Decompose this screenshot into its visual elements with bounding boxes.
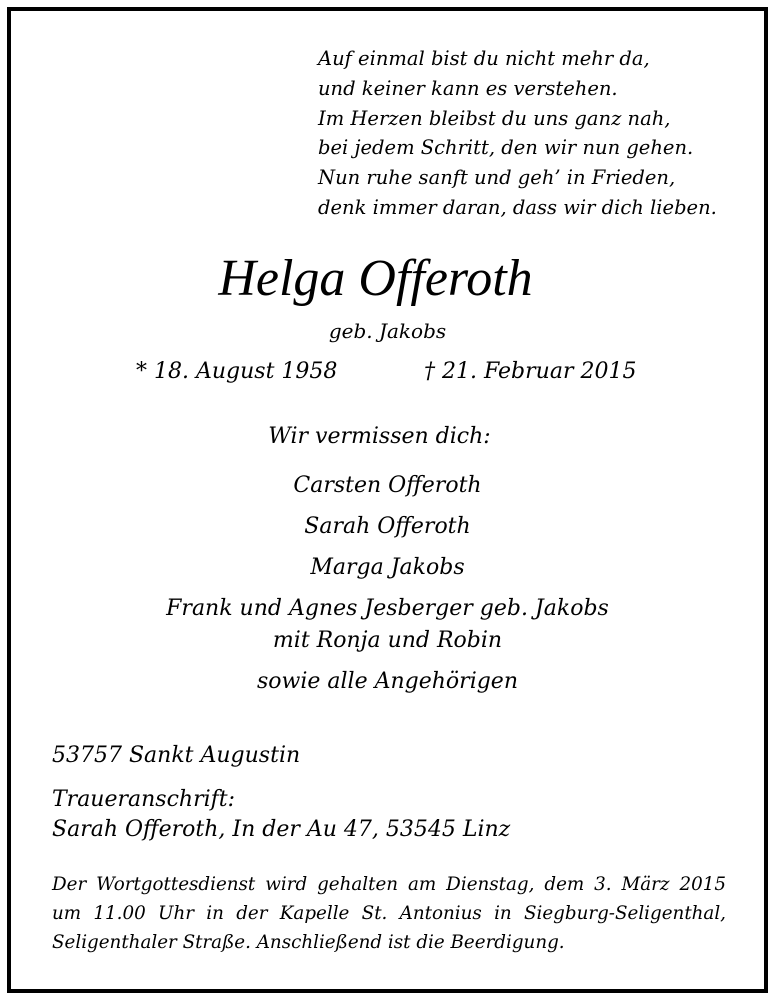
mourning-heading: Wir vermissen dich: — [268, 424, 491, 449]
poem-line: denk immer daran, dass wir dich lieben. — [318, 195, 717, 219]
birth-date: * 18. August 1958 — [136, 359, 338, 384]
poem-line: und keiner kann es verstehen. — [318, 76, 618, 100]
poem-line: Nun ruhe sanft und geh’ in Frieden, — [318, 166, 676, 190]
poem-line: bei jedem Schritt, den wir nun gehen. — [318, 136, 694, 160]
mourner-name: Frank und Agnes Jesberger geb. Jakobs — [166, 596, 609, 621]
city: 53757 Sankt Augustin — [52, 743, 301, 768]
service-line: Der Wortgottesdienst wird gehalten am Dienstag, dem 3. März 2015 — [52, 874, 726, 895]
poem — [318, 44, 717, 223]
mourning-address: Sarah Offeroth, In der Au 47, 53545 Linz — [52, 817, 511, 842]
mourner-name: Carsten Offeroth — [293, 473, 482, 498]
poem-line: Auf einmal bist du nicht mehr da, — [318, 47, 650, 70]
poem-line: Im Herzen bleibst du uns ganz nah, — [318, 106, 671, 130]
service-line: um 11.00 Uhr in der Kapelle St. Antonius in Siegburg-Seligenthal, — [52, 903, 726, 924]
mourner-name: mit Ronja und Robin — [272, 628, 503, 653]
address-label: Traueranschrift: — [52, 787, 236, 812]
death-date: † 21. Februar 2015 — [424, 359, 637, 384]
service-line: Seligenthaler Straße. Anschließend ist die Beerdigung. — [52, 932, 565, 953]
service-info — [52, 870, 726, 957]
mourner-name: Sarah Offeroth — [304, 514, 471, 539]
mourner-name: sowie alle Angehörigen — [256, 669, 518, 694]
deceased-name: Helga Offeroth — [218, 250, 533, 307]
maiden-name: geb. Jakobs — [328, 319, 447, 343]
mourner-name: Marga Jakobs — [310, 555, 465, 580]
